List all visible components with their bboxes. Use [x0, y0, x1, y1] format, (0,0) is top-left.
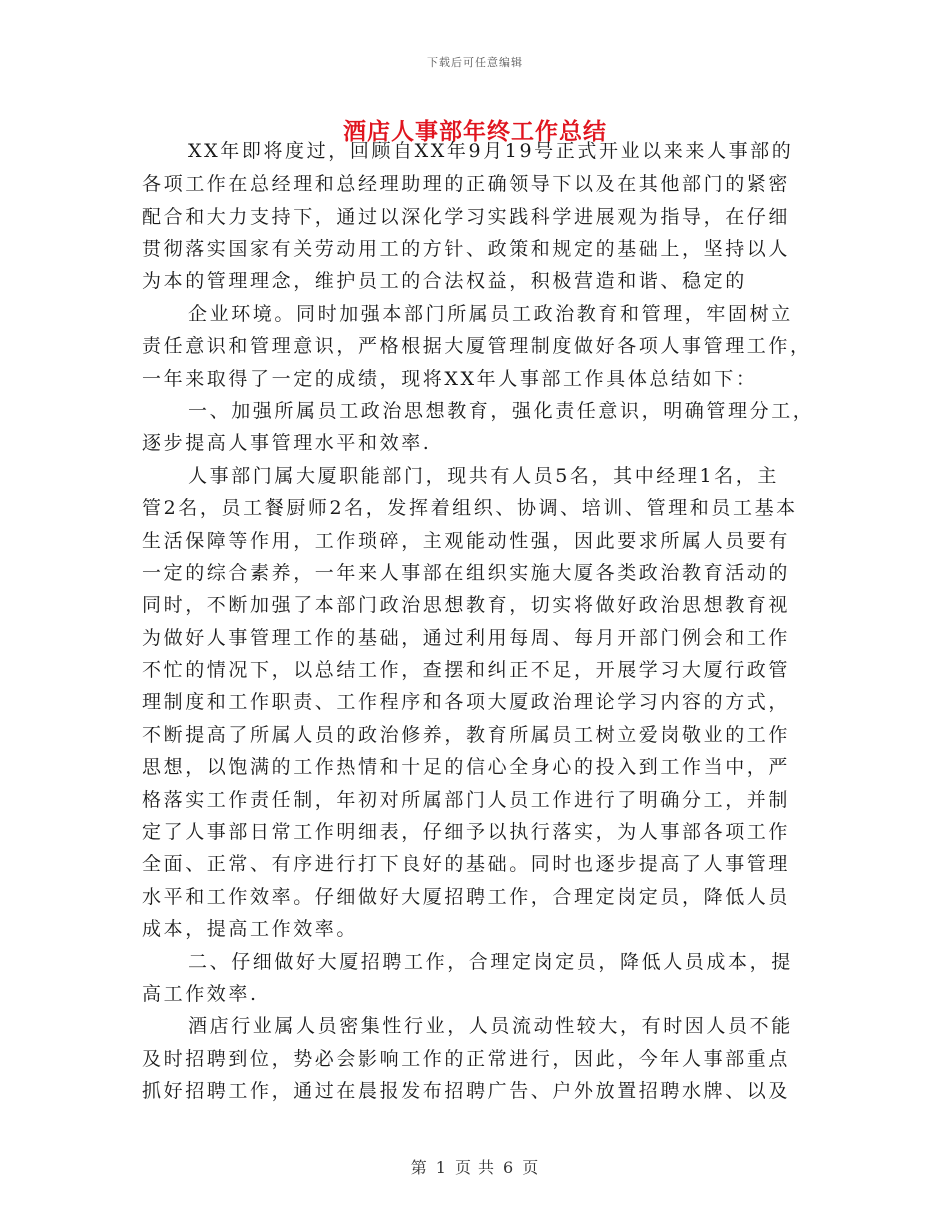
body-line: 不断提高了所属人员的政治修养，教育所属员工树立爱岗敬业的工作 [142, 724, 791, 746]
total-pages: 6 [503, 1158, 515, 1177]
body-line: 同时，不断加强了本部门政治思想教育，切实将做好政治思想教育视 [142, 594, 791, 616]
body-line: 成本，提高工作效率。 [142, 918, 359, 940]
body-line: 企业环境。同时加强本部门所属员工政治教育和管理，牢固树立 [188, 303, 793, 325]
section-heading: 高工作效率. [142, 983, 259, 1005]
body-line: 为本的管理理念，维护员工的合法权益，积极营造和谐、稳定的 [142, 270, 747, 292]
body-line: 抓好招聘工作，通过在晨报发布招聘广告、户外放置招聘水牌、以及 [142, 1080, 791, 1102]
body-line: 不忙的情况下，以总结工作，查摆和纠正不足，开展学习大厦行政管 [142, 659, 791, 681]
body-line: 生活保障等作用，工作琐碎，主观能动性强，因此要求所属人员要有 [142, 530, 791, 552]
section-heading: 二、仔细做好大厦招聘工作，合理定岗定员，降低人员成本，提 [188, 951, 793, 973]
page-footer [0, 1155, 950, 1178]
body-line: 一定的综合素养，一年来人事部在组织实施大厦各类政治教育活动的 [142, 562, 791, 584]
body-line: 各项工作在总经理和总经理助理的正确领导下以及在其他部门的紧密 [142, 173, 791, 195]
header-note: 下载后可任意编辑 [427, 56, 523, 69]
body-line: 责任意识和管理意识，严格根据大厦管理制度做好各项人事管理工作， [142, 335, 812, 357]
body-line: 及时招聘到位，势必会影响工作的正常进行，因此，今年人事部重点 [142, 1048, 791, 1070]
body-line: 理制度和工作职责、工作程序和各项大厦政治理论学习内容的方式， [142, 691, 791, 713]
body-line: 配合和大力支持下，通过以深化学习实践科学进展观为指导，在仔细 [142, 206, 791, 228]
body-line: 水平和工作效率。仔细做好大厦招聘工作，合理定岗定员，降低人员 [142, 886, 791, 908]
body-line: 思想，以饱满的工作热情和十足的信心全身心的投入到工作当中，严 [142, 756, 791, 778]
body-line: 全面、正常、有序进行打下良好的基础。同时也逐步提高了人事管理 [142, 853, 791, 875]
body-line: 人事部门属大厦职能部门，现共有人员5名，其中经理1名，主 [188, 465, 779, 487]
body-line: 管2名，员工餐厨师2名，发挥着组织、协调、培训、管理和员工基本 [142, 497, 798, 519]
section-heading: 一、加强所属员工政治思想教育，强化责任意识，明确管理分工， [188, 400, 815, 422]
body-line: 酒店行业属人员密集性行业，人员流动性较大，有时因人员不能 [188, 1015, 793, 1037]
document-title: 酒店人事部年终工作总结 [343, 118, 607, 145]
body-line: 一年来取得了一定的成绩，现将XX年人事部工作具体总结如下： [142, 368, 758, 390]
footer-suffix: 页 [522, 1158, 540, 1177]
body-line: 定了人事部日常工作明细表，仔细予以执行落实，为人事部各项工作 [142, 821, 791, 843]
body-line: 贯彻落实国家有关劳动用工的方针、政策和规定的基础上，坚持以人 [142, 238, 791, 260]
body-line: 为做好人事管理工作的基础，通过利用每周、每月开部门例会和工作 [142, 627, 791, 649]
body-line: 格落实工作责任制，年初对所属部门人员工作进行了明确分工，并制 [142, 789, 791, 811]
body-line: XX年即将度过，回顾自XX年9月19号正式开业以来来人事部的 [188, 140, 794, 162]
footer-prefix: 第 [410, 1158, 428, 1177]
page-number: 1 [435, 1158, 447, 1177]
footer-middle: 页 共 [454, 1158, 496, 1177]
section-heading: 逐步提高人事管理水平和效率. [142, 432, 432, 454]
